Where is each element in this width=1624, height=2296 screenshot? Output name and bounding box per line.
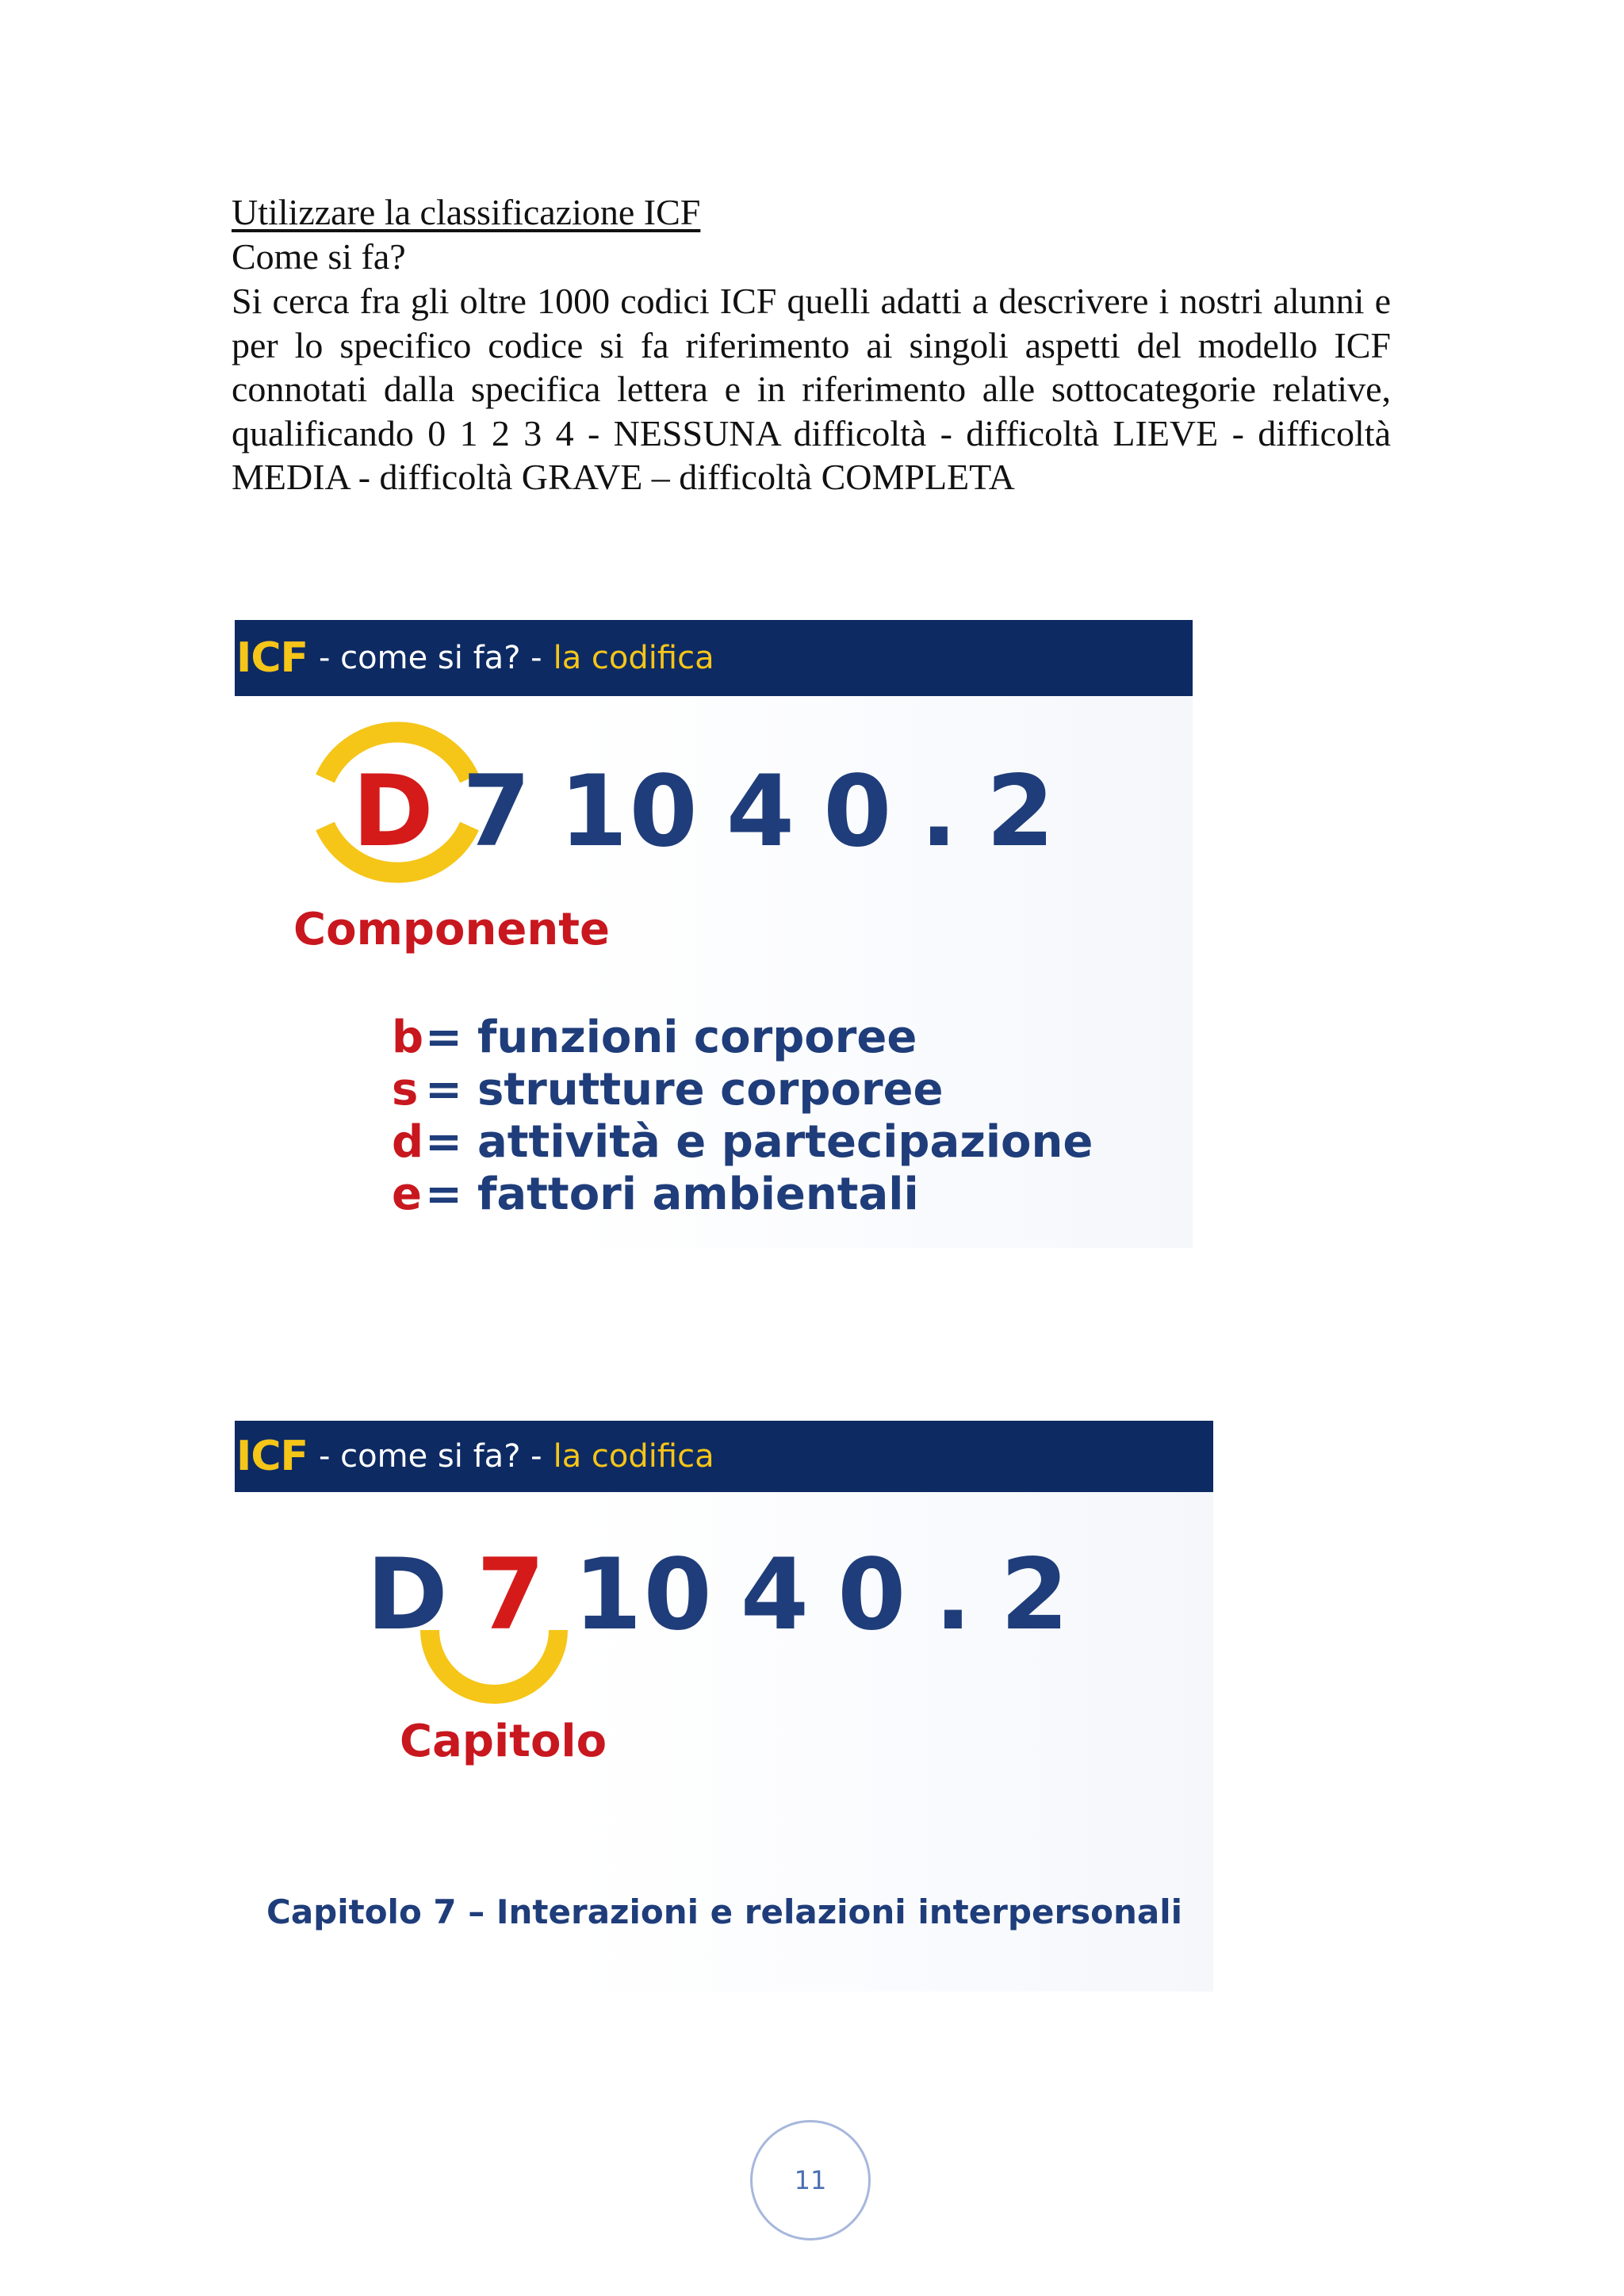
slide-componente <box>235 620 1193 1248</box>
bar-codifica: la codifica <box>553 640 714 676</box>
chapter-description: Capitolo 7 – Interazioni e relazioni interpersonali <box>266 1892 1183 1931</box>
code-component-letter: D <box>352 755 435 869</box>
icf-code <box>366 1538 1071 1652</box>
chapter-label: Capitolo <box>400 1716 607 1767</box>
legend-row: s = strutture corporee <box>392 1064 944 1115</box>
code-part: 10 <box>573 1538 714 1652</box>
code-qualifier: 2 <box>986 755 1056 869</box>
slide-capitolo <box>235 1421 1213 1992</box>
code-part: 4 <box>740 1538 811 1652</box>
heading: Utilizzare la classificazione ICF <box>232 192 701 232</box>
body-paragraph: Si cerca fra gli oltre 1000 codici ICF quelli adatti a descrivere i nostri alunni e per lo specifico codice si fa riferimento ai singoli aspetti del modello ICF connotati dalla specifica lettera e in riferimento alle sottocategorie relative, qualificando 0 1 2 3 4 - NESSUNA difficoltà - difficoltà LIEVE - difficoltà MEDIA - difficoltà GRAVE – difficoltà COMPLETA <box>232 281 1391 497</box>
code-chapter: 7 <box>476 1538 547 1652</box>
code-dot: . <box>934 1538 974 1652</box>
code-dot: . <box>920 755 959 869</box>
icf-code <box>352 755 1056 869</box>
code-component-letter: D <box>366 1538 450 1652</box>
bar-question: - come si fa? - <box>319 640 542 676</box>
bar-icf-label: ICF <box>236 634 308 682</box>
bar-question: - come si fa? - <box>319 1438 542 1475</box>
component-label: Componente <box>293 904 610 955</box>
code-qualifier: 2 <box>1000 1538 1071 1652</box>
code-part: 10 <box>559 755 699 869</box>
legend-row: b= funzioni corporee <box>392 1012 917 1063</box>
component-legend <box>392 1012 1093 1221</box>
page-number-badge <box>750 2120 871 2241</box>
subheading: Come si fa? <box>232 236 406 277</box>
legend-row: d= attività e partecipazione <box>392 1116 1094 1168</box>
bar-icf-label: ICF <box>236 1433 308 1480</box>
legend-row: e= fattori ambientali <box>392 1169 919 1220</box>
slide-header-bar <box>235 620 1193 696</box>
slide-header-bar <box>235 1421 1213 1492</box>
code-chapter: 7 <box>462 755 533 869</box>
page-number: 11 <box>794 2165 827 2195</box>
code-part: 4 <box>726 755 797 869</box>
code-part: 0 <box>823 755 894 869</box>
bar-codifica: la codifica <box>553 1438 714 1475</box>
code-part: 0 <box>837 1538 908 1652</box>
